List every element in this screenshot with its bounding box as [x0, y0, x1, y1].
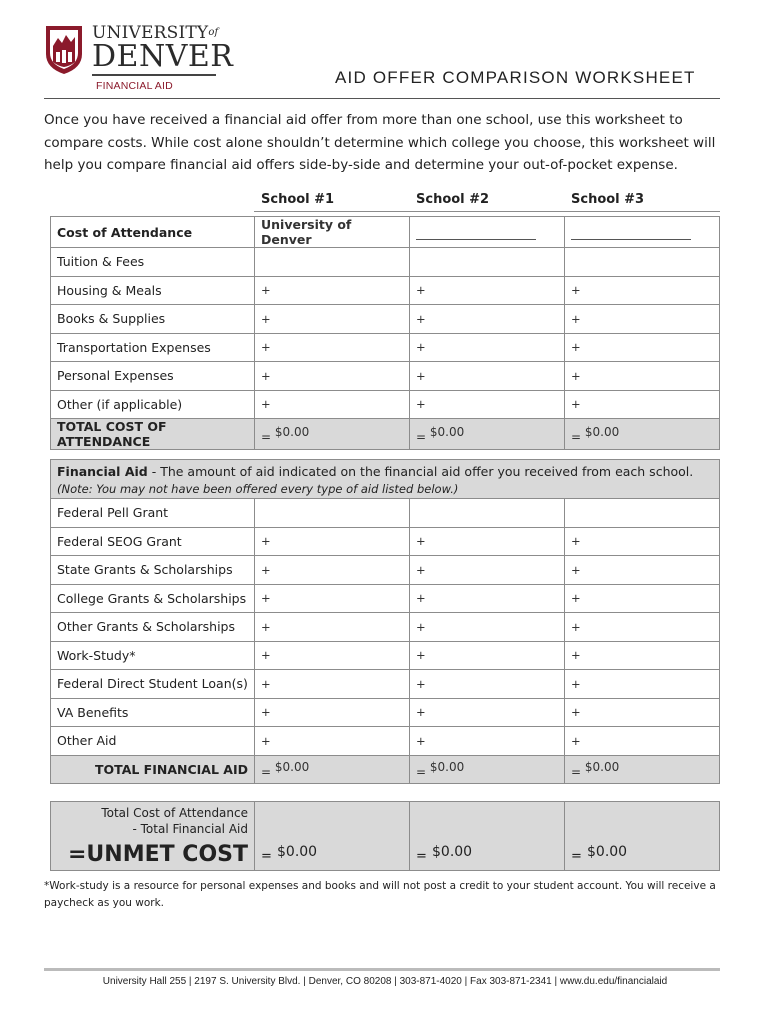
aid-input-school-3[interactable]: +: [565, 556, 720, 585]
aid-input-school-2[interactable]: +: [410, 613, 565, 642]
cost-input-school-1[interactable]: +: [255, 276, 410, 305]
school-3-name-field[interactable]: [565, 217, 720, 248]
aid-row: [51, 670, 720, 699]
logo-wordmark: UNIVERSITYof DENVER: [92, 23, 234, 74]
aid-row-label: Other Grants & Scholarships: [51, 613, 255, 642]
logo-divider: [92, 74, 216, 76]
cost-table: [50, 216, 720, 450]
total-cost-school-3[interactable]: = $0.00: [565, 419, 720, 450]
aid-row-label: Work-Study*: [51, 641, 255, 670]
aid-input-school-2[interactable]: +: [410, 698, 565, 727]
intro-paragraph: Once you have received a financial aid offer from more than one school, use this worksheet to compare costs. While cost alone shouldn’t determine which college you choose, this worksheet will help you compare financial aid offers side-by-side and determine your out-of-pocket expense.: [44, 112, 716, 173]
aid-row: [51, 556, 720, 585]
work-study-footnote: *Work-study is a resource for personal expenses and books and will not post a credit to your student account. You will receive a paycheck as you work.: [44, 880, 716, 909]
unmet-cost-label: [51, 802, 255, 871]
cost-of-attendance-heading: Cost of Attendance: [51, 217, 255, 248]
financial-aid-banner: Financial Aid - The amount of aid indicated on the financial aid offer you received from each school. (Note: You may not have been offered every type of aid listed below.): [50, 459, 720, 499]
university-logo: [44, 22, 244, 98]
cost-input-school-2[interactable]: [410, 248, 565, 277]
cost-row-label: Tuition & Fees: [51, 248, 255, 277]
total-aid-school-2[interactable]: = $0.00: [410, 755, 565, 784]
cost-input-school-1[interactable]: +: [255, 333, 410, 362]
total-cost-label: TOTAL COST OF ATTENDANCE: [51, 419, 255, 450]
total-cost-school-1[interactable]: = $0.00: [255, 419, 410, 450]
aid-input-school-1[interactable]: +: [255, 584, 410, 613]
cost-input-school-1[interactable]: [255, 248, 410, 277]
total-cost-row: [51, 419, 720, 450]
cost-input-school-3[interactable]: +: [565, 276, 720, 305]
cost-row-label: Books & Supplies: [51, 305, 255, 334]
total-aid-school-3[interactable]: = $0.00: [565, 755, 720, 784]
cost-input-school-2[interactable]: +: [410, 276, 565, 305]
cost-input-school-1[interactable]: +: [255, 362, 410, 391]
cost-input-school-2[interactable]: +: [410, 305, 565, 334]
aid-row: [51, 584, 720, 613]
aid-row: [51, 698, 720, 727]
cost-row: [51, 276, 720, 305]
cost-input-school-3[interactable]: +: [565, 305, 720, 334]
total-aid-school-1[interactable]: = $0.00: [255, 755, 410, 784]
aid-input-school-1[interactable]: +: [255, 613, 410, 642]
aid-input-school-2[interactable]: +: [410, 527, 565, 556]
aid-input-school-3[interactable]: +: [565, 641, 720, 670]
footer-divider: [44, 968, 720, 971]
aid-row: [51, 613, 720, 642]
aid-input-school-3[interactable]: +: [565, 727, 720, 756]
aid-input-school-1[interactable]: +: [255, 727, 410, 756]
aid-input-school-2[interactable]: +: [410, 584, 565, 613]
aid-input-school-2[interactable]: +: [410, 727, 565, 756]
aid-input-school-3[interactable]: +: [565, 584, 720, 613]
aid-input-school-2[interactable]: +: [410, 641, 565, 670]
footer-contact: University Hall 255 | 2197 S. University Blvd. | Denver, CO 80208 | 303-871-4020 | Fax 303-871-2341 | www.du.edu/financialaid: [102, 976, 668, 987]
unmet-cost-school-2[interactable]: = $0.00: [410, 802, 565, 871]
cost-input-school-1[interactable]: +: [255, 305, 410, 334]
cost-row: [51, 333, 720, 362]
aid-input-school-2[interactable]: +: [410, 556, 565, 585]
aid-row-label: Federal Direct Student Loan(s): [51, 670, 255, 699]
aid-input-school-2[interactable]: [410, 499, 565, 528]
aid-row-label: State Grants & Scholarships: [51, 556, 255, 585]
aid-table: [50, 498, 720, 784]
aid-row-label: VA Benefits: [51, 698, 255, 727]
aid-input-school-2[interactable]: +: [410, 670, 565, 699]
cost-header-row: [51, 217, 720, 248]
cost-input-school-3[interactable]: [565, 248, 720, 277]
cost-row-label: Housing & Meals: [51, 276, 255, 305]
aid-row-label: Federal SEOG Grant: [51, 527, 255, 556]
cost-row: [51, 362, 720, 391]
cost-row: [51, 248, 720, 277]
aid-row-label: Federal Pell Grant: [51, 499, 255, 528]
cost-row-label: Personal Expenses: [51, 362, 255, 391]
total-aid-row: [51, 755, 720, 784]
aid-input-school-1[interactable]: +: [255, 698, 410, 727]
shield-icon: [44, 24, 84, 76]
total-aid-label: TOTAL FINANCIAL AID: [51, 755, 255, 784]
column-header-school-2: School #2: [416, 192, 490, 207]
cost-input-school-2[interactable]: +: [410, 390, 565, 419]
column-header-school-3: School #3: [571, 192, 645, 207]
logo-financial-aid: FINANCIAL AID: [96, 80, 173, 92]
aid-input-school-1[interactable]: +: [255, 670, 410, 699]
cost-input-school-2[interactable]: +: [410, 362, 565, 391]
cost-row: [51, 390, 720, 419]
aid-input-school-1[interactable]: +: [255, 641, 410, 670]
aid-row: [51, 641, 720, 670]
cost-input-school-3[interactable]: +: [565, 333, 720, 362]
title-divider: [44, 98, 720, 99]
cost-row-label: Other (if applicable): [51, 390, 255, 419]
unmet-cost-table: [50, 801, 720, 871]
aid-input-school-3[interactable]: +: [565, 670, 720, 699]
school-1-name[interactable]: University of Denver: [255, 217, 410, 248]
column-header-divider: [254, 211, 720, 212]
cost-input-school-3[interactable]: +: [565, 362, 720, 391]
aid-row: [51, 527, 720, 556]
aid-input-school-3[interactable]: [565, 499, 720, 528]
unmet-cost-school-3[interactable]: = $0.00: [565, 802, 720, 871]
aid-row-label: College Grants & Scholarships: [51, 584, 255, 613]
aid-row: [51, 499, 720, 528]
school-2-name-field[interactable]: [410, 217, 565, 248]
aid-row: [51, 727, 720, 756]
total-cost-school-2[interactable]: = $0.00: [410, 419, 565, 450]
aid-input-school-1[interactable]: [255, 499, 410, 528]
unmet-line-2: - Total Financial Aid: [132, 822, 248, 836]
aid-input-school-3[interactable]: +: [565, 527, 720, 556]
unmet-cost-heading: =UNMET COST: [68, 842, 248, 867]
aid-input-school-1[interactable]: +: [255, 527, 410, 556]
cost-input-school-1[interactable]: +: [255, 390, 410, 419]
unmet-cost-row: [51, 802, 720, 871]
page-title: AID OFFER COMPARISON WORKSHEET: [335, 68, 696, 87]
aid-row-label: Other Aid: [51, 727, 255, 756]
cost-input-school-3[interactable]: +: [565, 390, 720, 419]
aid-input-school-3[interactable]: +: [565, 698, 720, 727]
cost-row-label: Transportation Expenses: [51, 333, 255, 362]
aid-input-school-1[interactable]: +: [255, 556, 410, 585]
unmet-cost-school-1[interactable]: = $0.00: [255, 802, 410, 871]
cost-row: [51, 305, 720, 334]
cost-input-school-2[interactable]: +: [410, 333, 565, 362]
column-header-school-1: School #1: [261, 192, 335, 207]
aid-input-school-3[interactable]: +: [565, 613, 720, 642]
unmet-line-1: Total Cost of Attendance: [101, 806, 248, 820]
